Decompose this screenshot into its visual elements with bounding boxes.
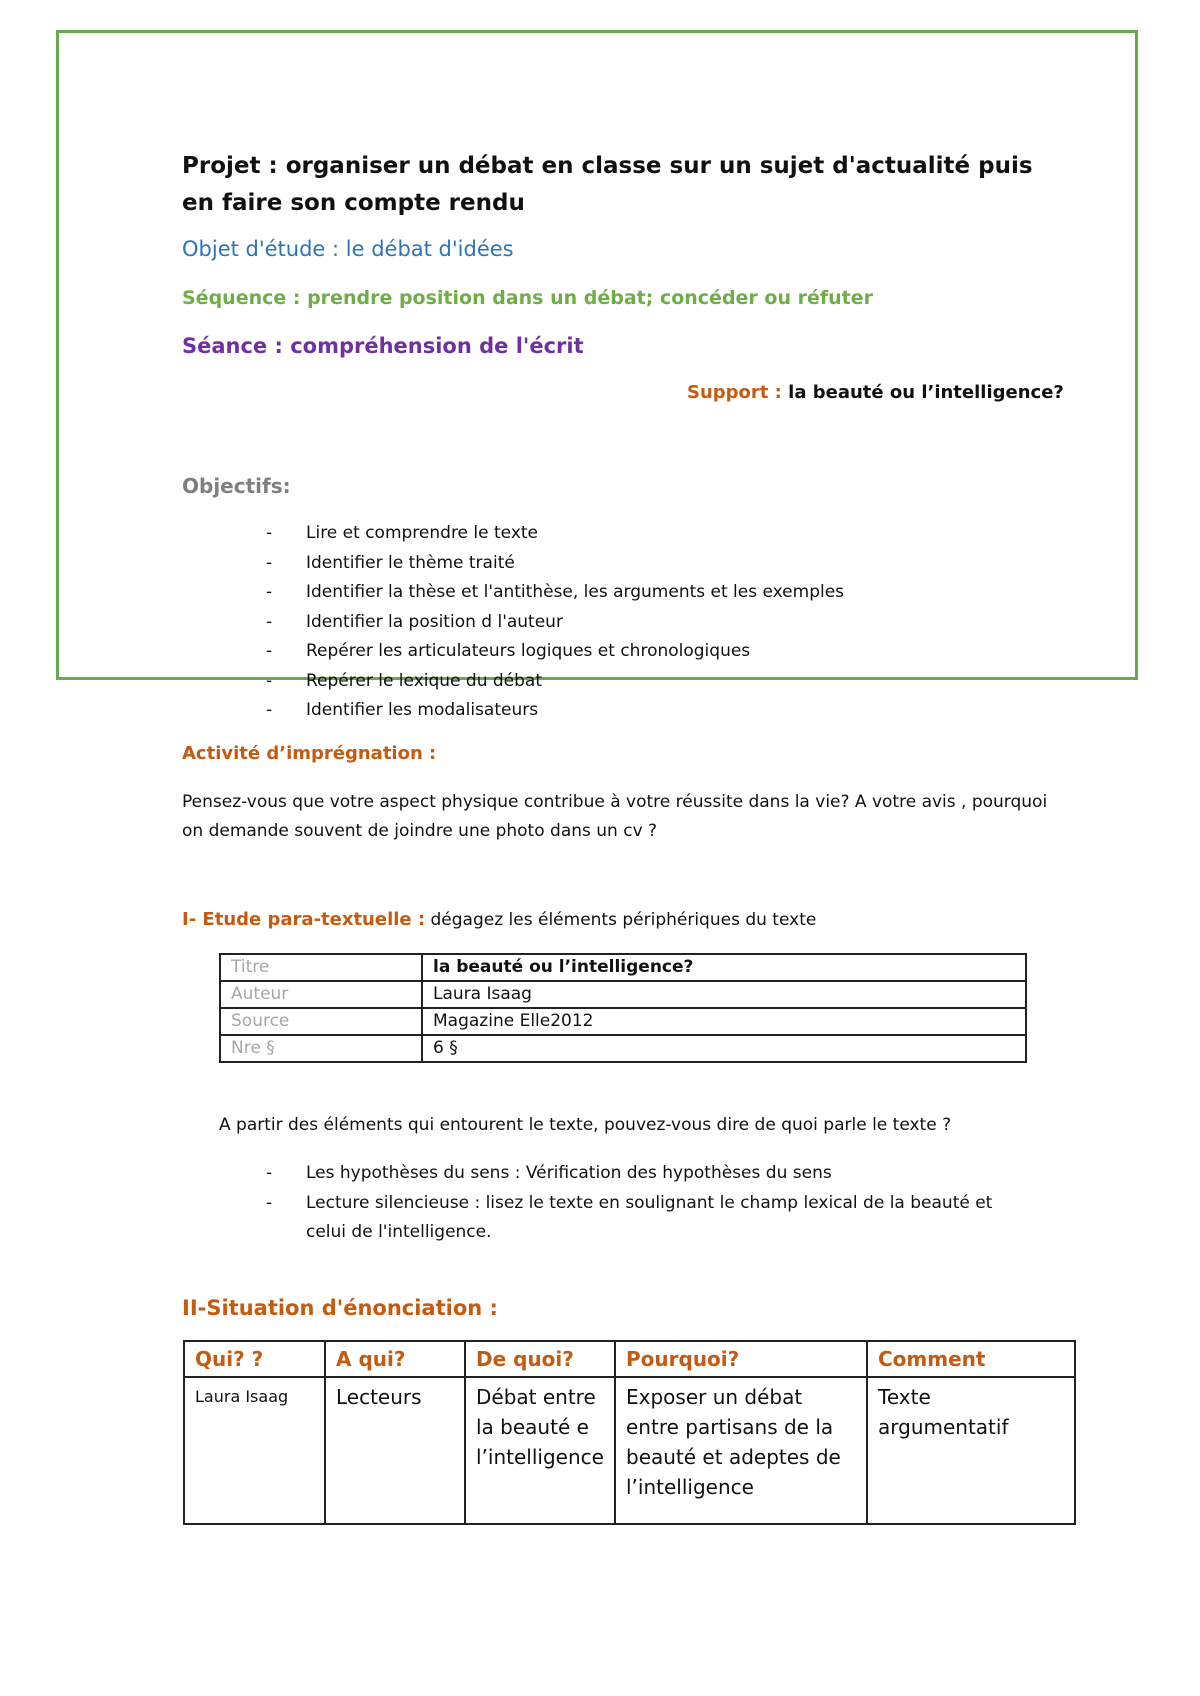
table-header-row xyxy=(184,1341,1075,1377)
list-item: - Repérer le lexique du débat xyxy=(266,667,844,697)
hypotheses-list xyxy=(266,1159,1036,1248)
table-row xyxy=(220,954,1026,981)
paratext-table xyxy=(219,953,1027,1063)
list-item: - Identifier la position d l'auteur xyxy=(266,608,844,638)
table-cell: Lecteurs xyxy=(325,1377,465,1524)
table-value: Laura Isaag xyxy=(422,981,1026,1008)
paratext-question: A partir des éléments qui entourent le texte, pouvez-vous dire de quoi parle le texte ? xyxy=(219,1115,952,1135)
situation-title: II-Situation d'énonciation : xyxy=(182,1296,498,1320)
table-row xyxy=(220,981,1026,1008)
table-cell: Débat entre la beauté e l’intelligence xyxy=(465,1377,615,1524)
table-key: Auteur xyxy=(220,981,422,1008)
table-cell: Laura Isaag xyxy=(184,1377,325,1524)
table-value: la beauté ou l’intelligence? xyxy=(422,954,1026,981)
list-item: - Les hypothèses du sens : Vérification des hypothèses du sens xyxy=(266,1159,1036,1189)
sequence: Séquence : prendre position dans un débat; concéder ou réfuter xyxy=(182,287,873,309)
column-header: Pourquoi? xyxy=(615,1341,867,1377)
situation-table xyxy=(183,1340,1076,1525)
table-key: Nre § xyxy=(220,1035,422,1062)
list-item: - Lecture silencieuse : lisez le texte en soulignant le champ lexical de la beauté et celui de l'intelligence. xyxy=(266,1189,1036,1248)
etude-label: I- Etude para-textuelle : xyxy=(182,909,426,930)
column-header: Qui? ? xyxy=(184,1341,325,1377)
list-item: - Identifier le thème traité xyxy=(266,549,844,579)
seance: Séance : compréhension de l'écrit xyxy=(182,334,584,358)
list-item: - Identifier les modalisateurs xyxy=(266,696,844,726)
table-value: 6 § xyxy=(422,1035,1026,1062)
list-item: - Repérer les articulateurs logiques et chronologiques xyxy=(266,637,844,667)
column-header: Comment xyxy=(867,1341,1075,1377)
activite-title: Activité d’imprégnation : xyxy=(182,743,437,764)
table-cell: Texte argumentatif xyxy=(867,1377,1075,1524)
etude-heading xyxy=(182,909,816,930)
objet-etude: Objet d'étude : le débat d'idées xyxy=(182,237,514,261)
column-header: A qui? xyxy=(325,1341,465,1377)
support xyxy=(687,382,1064,403)
objectifs-list xyxy=(266,519,844,726)
table-row xyxy=(220,1035,1026,1062)
objectifs-title: Objectifs: xyxy=(182,474,291,498)
table-key: Source xyxy=(220,1008,422,1035)
table-value: Magazine Elle2012 xyxy=(422,1008,1026,1035)
table-cell: Exposer un débat entre partisans de la beauté et adeptes de l’intelligence xyxy=(615,1377,867,1524)
support-value: la beauté ou l’intelligence? xyxy=(788,382,1064,403)
table-key: Titre xyxy=(220,954,422,981)
etude-text: dégagez les éléments périphériques du texte xyxy=(430,910,817,930)
table-row xyxy=(184,1377,1075,1524)
support-label: Support : xyxy=(687,382,782,403)
list-item: - Lire et comprendre le texte xyxy=(266,519,844,549)
table-row xyxy=(220,1008,1026,1035)
column-header: De quoi? xyxy=(465,1341,615,1377)
list-item: - Identifier la thèse et l'antithèse, les arguments et les exemples xyxy=(266,578,844,608)
project-title: Projet : organiser un débat en classe sur un sujet d'actualité puis en faire son compte rendu xyxy=(182,153,1033,216)
activite-question: Pensez-vous que votre aspect physique contribue à votre réussite dans la vie? A votre avis , pourquoi on demande souvent de joindre une photo dans un cv ? xyxy=(182,792,1048,841)
